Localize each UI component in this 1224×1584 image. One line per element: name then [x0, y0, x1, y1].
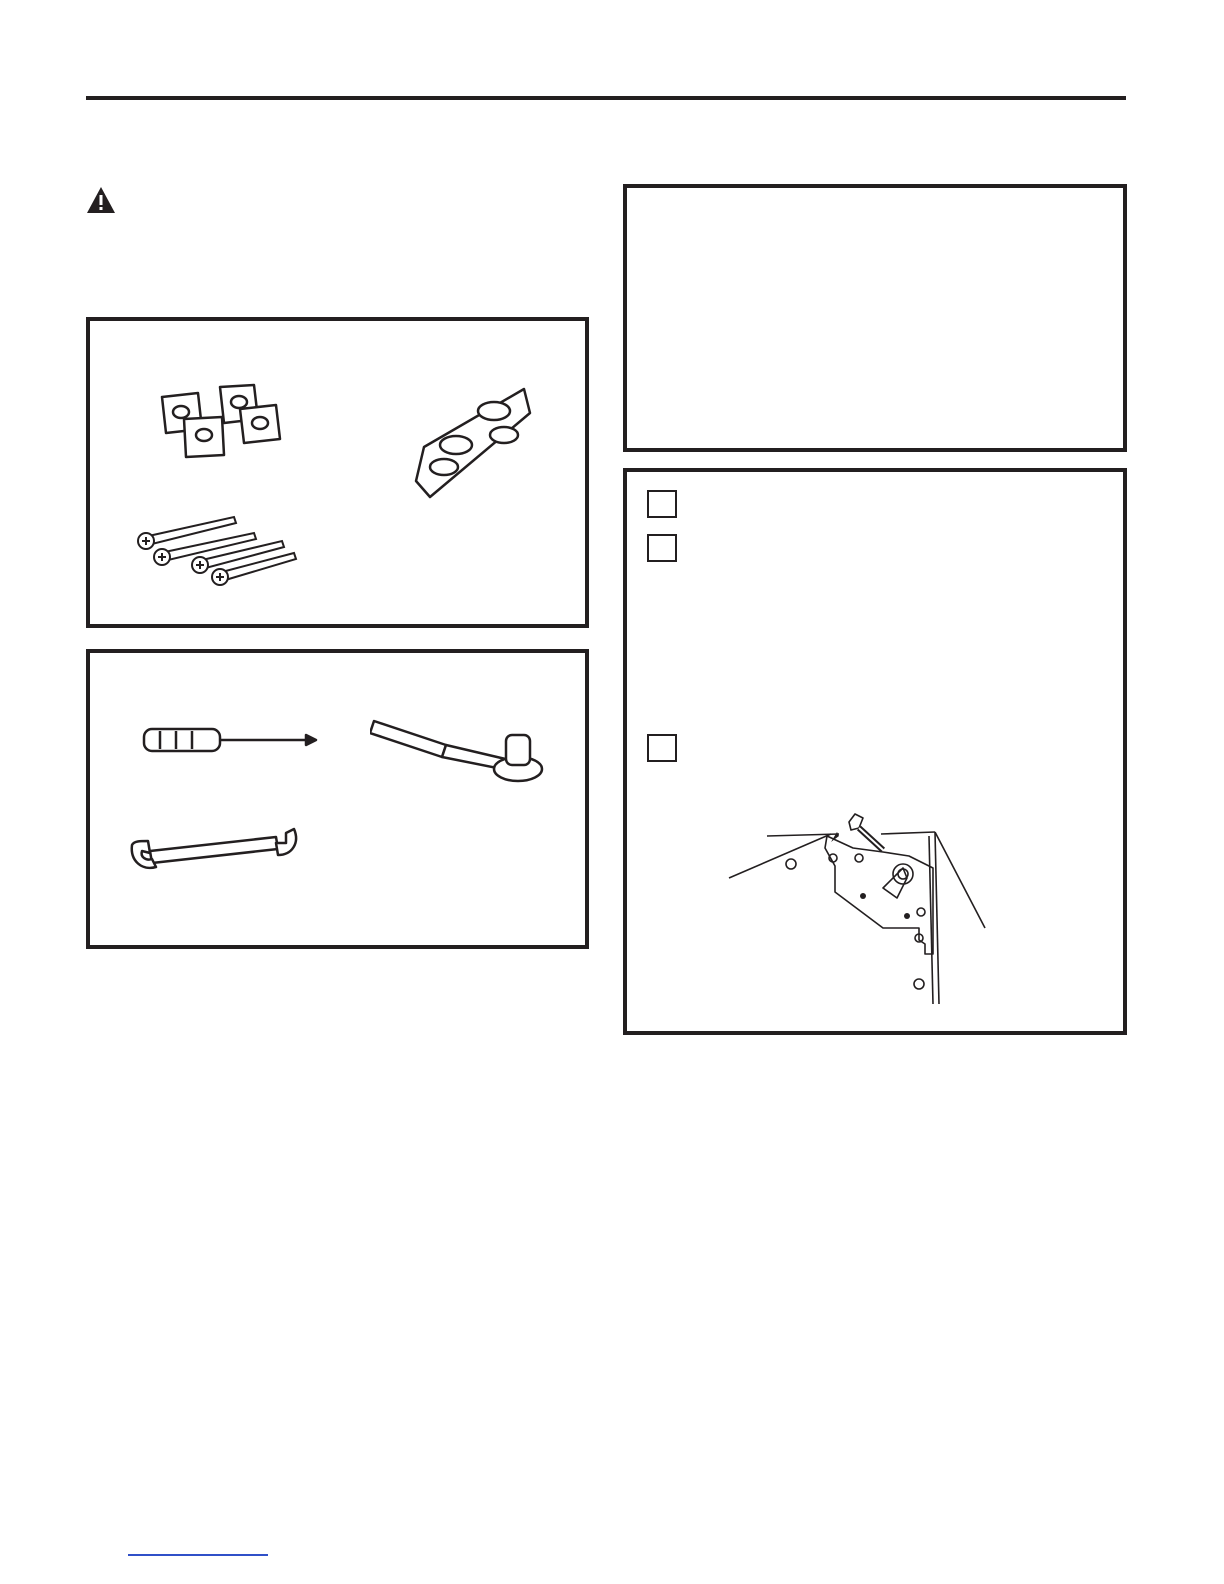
parts-box — [86, 317, 589, 628]
footer-link-underline[interactable] — [128, 1554, 268, 1556]
step-3-checkbox — [647, 734, 677, 762]
step-1-checkbox — [647, 490, 677, 518]
note-box — [623, 184, 1127, 452]
shipping-bolt-bracket-illustration — [723, 808, 993, 1008]
top-rule — [86, 96, 1126, 100]
nut-driver-icon — [370, 711, 550, 787]
phillips-screws-icon — [134, 509, 304, 591]
steps-box — [623, 468, 1127, 1035]
tools-box — [86, 649, 589, 949]
phillips-screwdriver-icon — [140, 723, 320, 757]
open-end-wrench-icon — [126, 819, 302, 883]
leveling-feet-pads-icon — [140, 381, 300, 463]
step-2-checkbox — [647, 534, 677, 562]
warning-triangle-icon — [86, 186, 116, 214]
hex-pad-sheet-icon — [410, 385, 540, 501]
